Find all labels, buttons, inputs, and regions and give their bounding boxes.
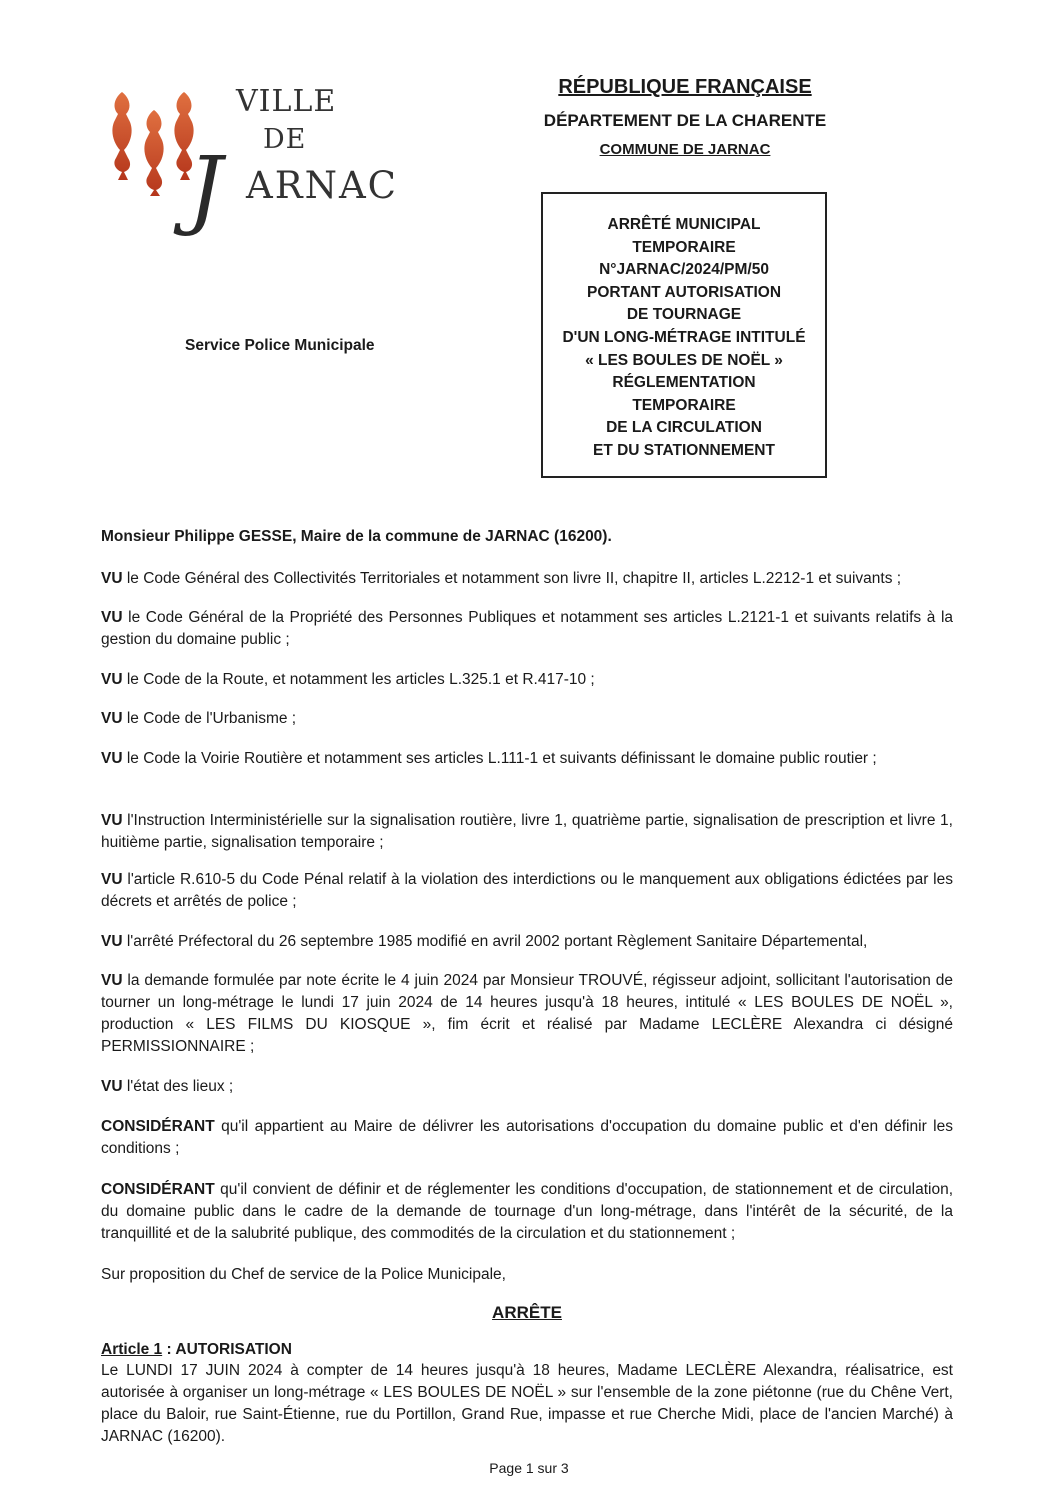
logo-ville-text: VILLE	[236, 84, 337, 119]
article1-text: Le LUNDI 17 JUIN 2024 à compter de 14 heures jusqu'à 18 heures, Madame LECLÈRE Alexandra, réalisatrice, est autorisée à organiser un long-métrage « LES BOULES DE NOËL » sur l'ensemble de la zone piétonne (rue du Chêne Vert, place du Baloir, rue Saint-Étienne, rue du Portillon, Grand Rue, impasse et rue Cherche Midi, place de l'ancien Marché) à JARNAC (16200).	[101, 1362, 953, 1445]
logo-de-text: DE	[263, 124, 307, 155]
arrete-box-line: N°JARNAC/2024/PM/50	[599, 261, 769, 279]
vu-paragraph	[101, 708, 953, 730]
vu-text: l'article R.610-5 du Code Pénal relatif à la violation des interdictions ou le manquement aux obligations édictées par les décrets et arrêtés de police ;	[101, 871, 953, 910]
vu-paragraph	[101, 869, 953, 913]
vu-label: VU	[101, 609, 123, 626]
arrete-box-line: DE TOURNAGE	[626, 306, 742, 324]
vu-label: VU	[101, 570, 123, 587]
arrete-box-line: D'UN LONG-MÉTRAGE INTITULÉ	[562, 328, 806, 346]
vu-text: le Code la Voirie Routière et notamment ses articles L.111-1 et suivants définissant le domaine public routier ;	[126, 750, 877, 767]
vu-paragraph	[101, 810, 953, 854]
considerant-text: qu'il convient de définir et de réglementer les conditions d'occupation, de stationnement et de circulation, du domaine public dans le cadre de la demande de tournage d'un long-métrage, dans l'intérêt de la sécurité, de la tranquillité et de la salubrité publique, des commodités de la circulation et du stationnement ;	[101, 1181, 953, 1242]
vu-text: l'état des lieux ;	[126, 1078, 234, 1095]
article1-heading	[101, 1339, 953, 1361]
vu-label: VU	[101, 750, 123, 767]
considerant-label: CONSIDÉRANT	[101, 1181, 215, 1198]
vu-paragraph	[101, 748, 953, 770]
vu-label: VU	[101, 933, 123, 950]
vu-text: l'Instruction Interministérielle sur la signalisation routière, livre 1, quatrième partie, signalisation de prescription et livre 1, huitième partie, signalisation temporaire ;	[101, 812, 953, 851]
article1-label: Article 1	[101, 1341, 163, 1358]
vu-label: VU	[101, 1078, 123, 1095]
logo-j-letter: J	[188, 139, 224, 239]
page-number: Page 1 sur 3	[489, 1460, 569, 1476]
vu-paragraph	[101, 931, 953, 953]
ville-de-jarnac-logo	[108, 84, 398, 239]
vu-label: VU	[101, 812, 123, 829]
vu-text: le Code Général des Collectivités Territoriales et notamment son livre II, chapitre II, articles L.2212-1 et suivants ;	[126, 570, 902, 587]
arrete-heading: ARRÊTE	[492, 1303, 562, 1322]
republique-heading: RÉPUBLIQUE FRANÇAISE	[558, 76, 812, 98]
vu-paragraph	[101, 1076, 953, 1098]
arrete-box-line: RÉGLEMENTATION	[612, 374, 756, 392]
commune-heading: COMMUNE DE JARNAC	[599, 141, 771, 158]
vu-paragraph	[101, 669, 953, 691]
considerant-paragraph	[101, 1179, 953, 1245]
considerant-paragraph	[101, 1116, 953, 1160]
vu-text: l'arrêté Préfectoral du 26 septembre 1985 modifié en avril 2002 portant Règlement Sanitaire Départemental,	[126, 933, 868, 950]
vu-text: la demande formulée par note écrite le 4 juin 2024 par Monsieur TROUVÉ, régisseur adjoint, sollicitant l'autorisation de tourner un long-métrage le lundi 17 juin 2024 de 14 heures jusqu'à 18 heures, intitulé « LES BOULES DE NOËL », production « LES FILMS DU KIOSQUE », fim écrit et réalisé par Madame LECLÈRE Alexandra ci désigné PERMISSIONNAIRE ;	[101, 972, 953, 1055]
departement-heading: DÉPARTEMENT DE LA CHARENTE	[543, 111, 827, 130]
vu-paragraph	[101, 970, 953, 1058]
considerant-text: qu'il appartient au Maire de délivrer les autorisations d'occupation du domaine public et d'en définir les conditions ;	[101, 1118, 953, 1157]
proposition-line: Sur proposition du Chef de service de la Police Municipale,	[101, 1266, 506, 1283]
vu-label: VU	[101, 671, 123, 688]
vu-label: VU	[101, 871, 123, 888]
maire-line: Monsieur Philippe GESSE, Maire de la commune de JARNAC (16200).	[101, 528, 612, 545]
considerant-label: CONSIDÉRANT	[101, 1118, 215, 1135]
vu-paragraph	[101, 607, 953, 651]
vu-label: VU	[101, 710, 123, 727]
logo-arnac-text: ARNAC	[246, 164, 398, 207]
vu-text: le Code de la Route, et notamment les articles L.325.1 et R.417-10 ;	[126, 671, 595, 688]
vu-text: le Code Général de la Propriété des Personnes Publiques et notamment ses articles L.2121-1 et suivants relatifs à la gestion du domaine public ;	[101, 609, 954, 648]
vu-text: le Code de l'Urbanisme ;	[126, 710, 297, 727]
article1-title: : AUTORISATION	[162, 1341, 292, 1358]
arrete-title-box	[541, 192, 827, 478]
arrete-box-line: ET DU STATIONNEMENT	[593, 441, 775, 459]
vu-paragraph	[101, 568, 953, 590]
arrete-box-line: PORTANT AUTORISATION	[586, 283, 782, 301]
arrete-box-line: TEMPORAIRE	[632, 396, 736, 414]
arrete-box-line: ARRÊTÉ MUNICIPAL	[607, 216, 761, 233]
arrete-box-line: DE LA CIRCULATION	[606, 419, 762, 437]
vu-label: VU	[101, 972, 123, 989]
header-block	[530, 76, 840, 158]
service-label: Service Police Municipale	[185, 337, 375, 354]
arrete-box-line: « LES BOULES DE NOËL »	[585, 351, 783, 369]
arrete-box-line: TEMPORAIRE	[632, 238, 736, 256]
